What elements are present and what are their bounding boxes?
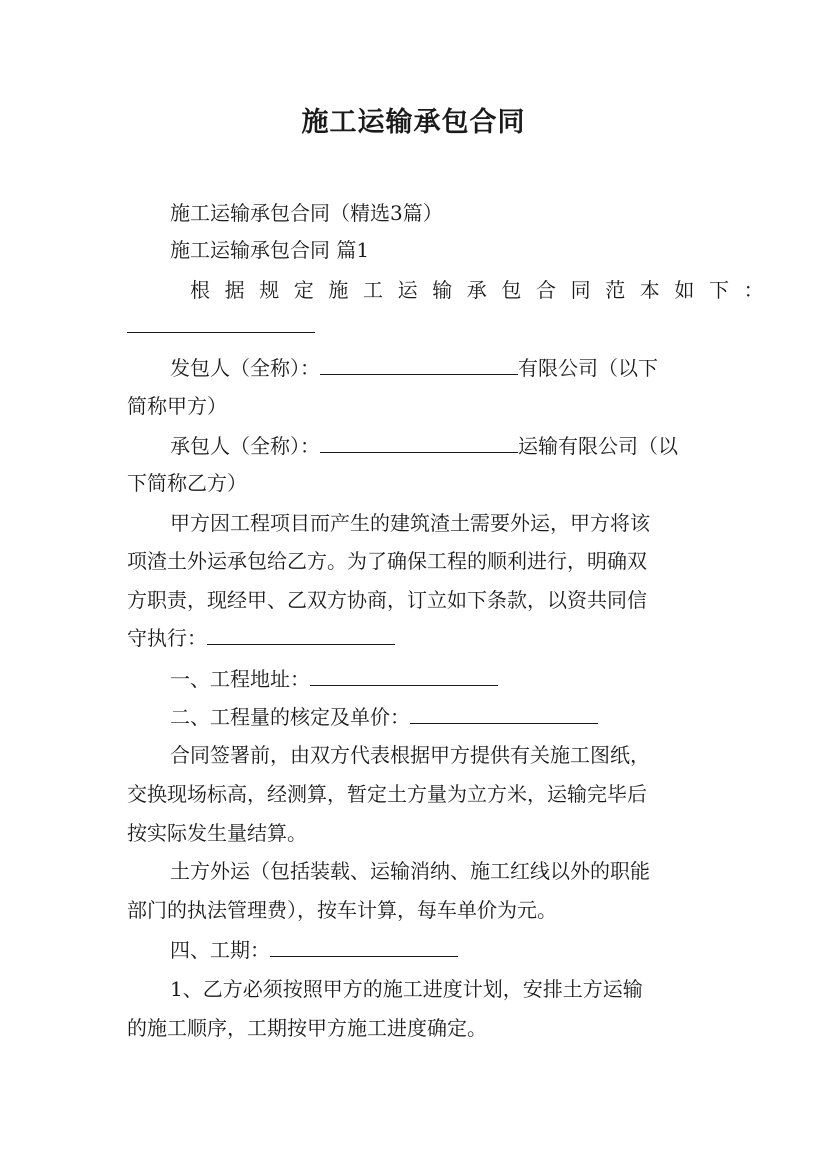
section-heading: 施工运输承包合同 篇1 — [170, 238, 370, 262]
employer-line-cont: 简称甲方） — [127, 394, 227, 418]
purpose-text: 守执行： — [127, 626, 207, 650]
fill-blank — [310, 667, 498, 686]
employer-line — [170, 355, 710, 381]
clause-address — [170, 666, 710, 692]
document-title: 施工运输承包合同 — [301, 107, 526, 138]
intro-paragraph: 根据规定施工运输承包合同范本如下： — [190, 278, 779, 302]
purpose-paragraph-line-3: 方职责，现经甲、乙双方协商，订立如下条款，以资共同信 — [127, 588, 647, 612]
schedule-paragraph-line-1: 1、乙方必须按照甲方的施工进度计划，安排土方运输 — [170, 977, 643, 1001]
schedule-paragraph-line-2: 的施工顺序，工期按甲方施工进度确定。 — [127, 1016, 487, 1040]
document-subtitle: 施工运输承包合同（精选3篇） — [170, 201, 443, 225]
fill-blank — [270, 938, 458, 957]
fill-blank — [320, 434, 518, 453]
purpose-paragraph-line-2: 项渣土外运承包给乙方。为了确保工程的顺利进行，明确双 — [127, 549, 647, 573]
price-paragraph-line-1: 土方外运（包括装载、运输消纳、施工红线以外的职能 — [170, 859, 650, 883]
clause-quantity-label: 二、工程量的核定及单价： — [170, 705, 410, 729]
fill-blank — [207, 626, 395, 645]
clause-schedule-label: 四、工期： — [170, 938, 270, 962]
fill-blank — [410, 705, 598, 724]
purpose-paragraph-line-1: 甲方因工程项目而产生的建筑渣土需要外运，甲方将该 — [170, 511, 650, 535]
employer-label: 发包人（全称）： — [170, 356, 320, 380]
contractor-line-cont: 下简称乙方） — [127, 471, 247, 495]
volume-paragraph-line-1: 合同签署前，由双方代表根据甲方提供有关施工图纸， — [170, 743, 650, 767]
purpose-paragraph-line-4 — [127, 625, 707, 651]
contractor-suffix: 运输有限公司（以 — [518, 434, 678, 458]
contractor-label: 承包人（全称）： — [170, 434, 320, 458]
price-paragraph-line-2: 部门的执法管理费），按车计算，每车单价为元。 — [127, 898, 557, 922]
intro-blank-line — [127, 313, 707, 339]
clause-schedule — [170, 937, 710, 963]
volume-paragraph-line-2: 交换现场标高，经测算，暂定土方量为立方米，运输完毕后 — [127, 782, 647, 806]
employer-suffix: 有限公司（以下 — [518, 356, 658, 380]
clause-quantity — [170, 704, 710, 730]
volume-paragraph-line-3: 按实际发生量结算。 — [127, 821, 307, 845]
fill-blank — [320, 356, 518, 375]
fill-blank — [127, 314, 315, 333]
contractor-line — [170, 433, 710, 459]
clause-address-label: 一、工程地址： — [170, 667, 310, 691]
